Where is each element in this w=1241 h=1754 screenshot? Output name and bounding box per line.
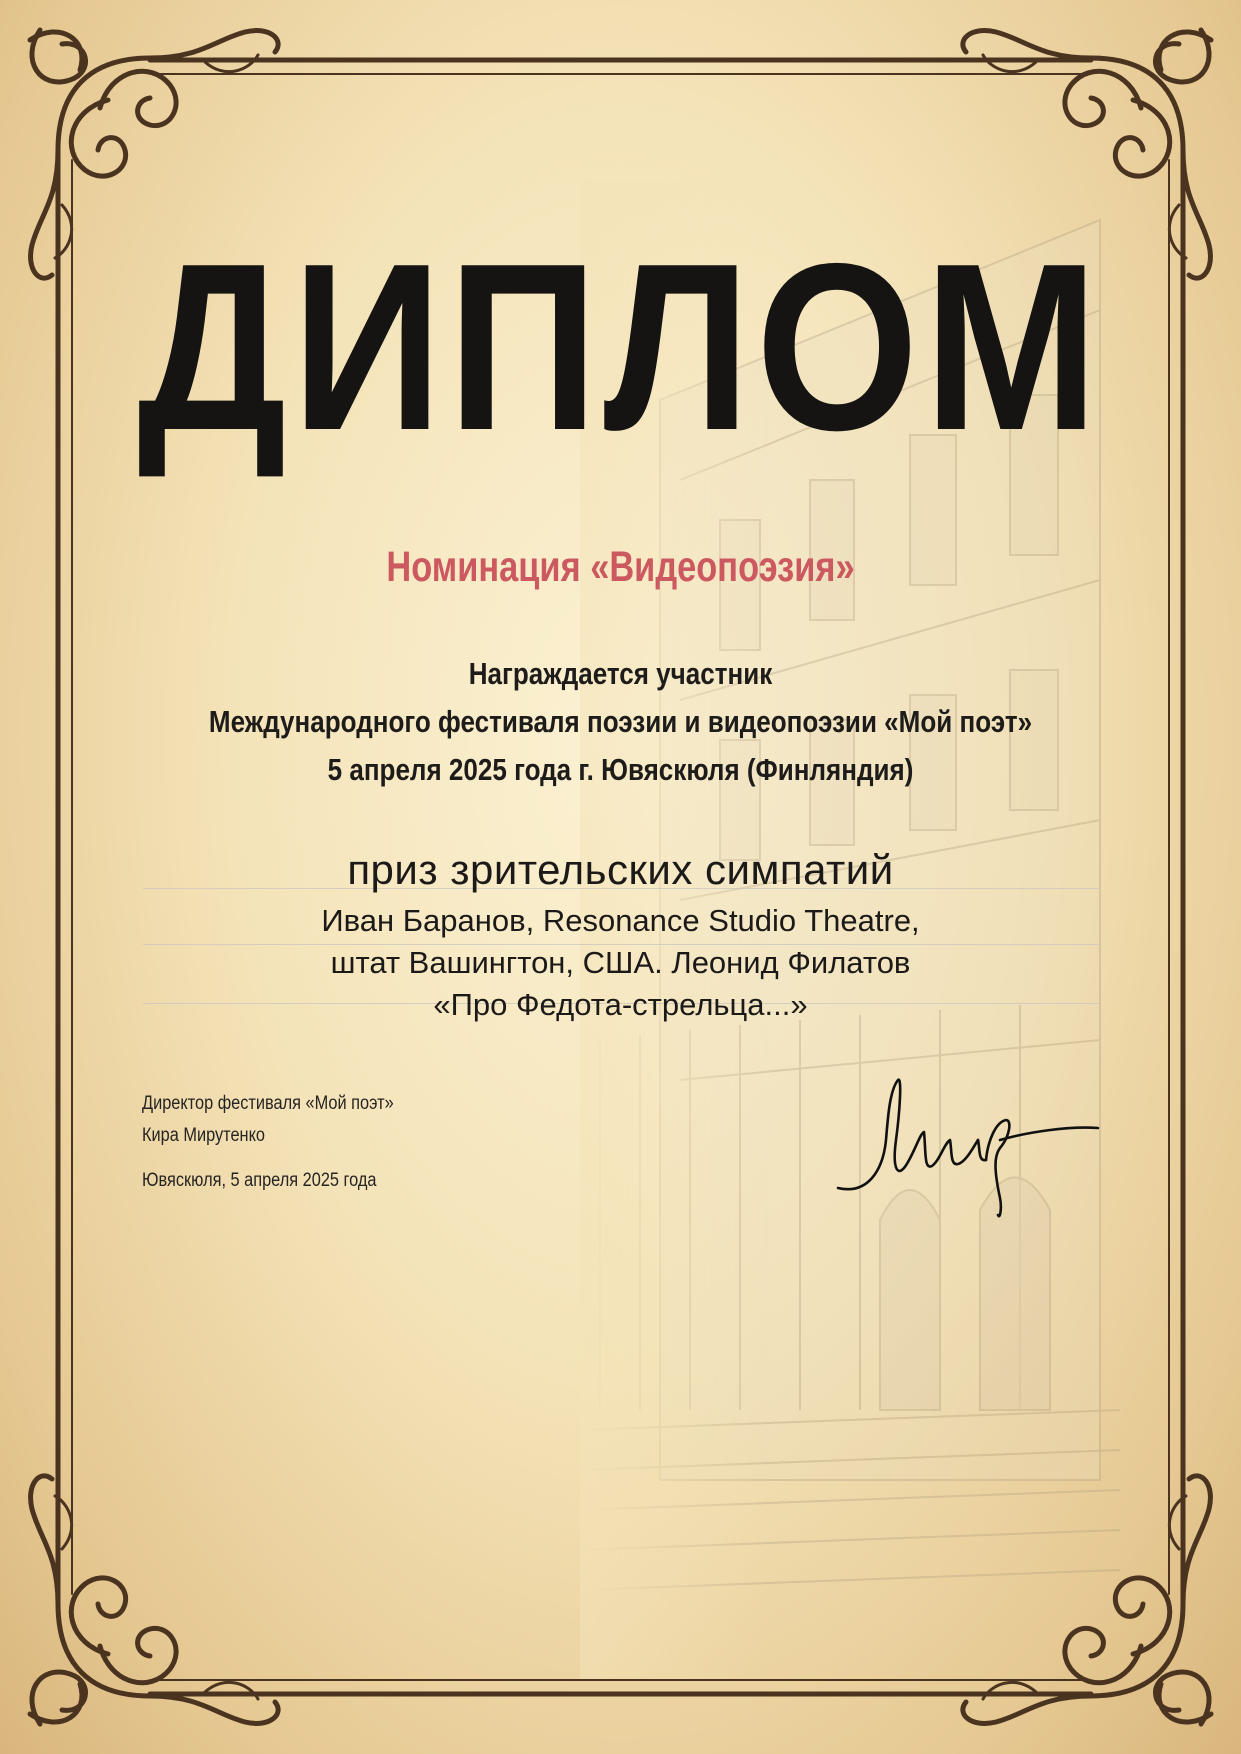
winner-details (0, 900, 1241, 1026)
date-location-line: 5 апреля 2025 года г. Ювяскюля (Финляндия) (327, 752, 914, 787)
winner-location-line: штат Вашингтон, США. Леонид Филатов (330, 945, 911, 980)
winner-name-line: Иван Баранов, Resonance Studio Theatre, (321, 903, 920, 938)
director-name: Кира Мирутенко (142, 1125, 266, 1146)
director-title: Директор фестиваля «Мой поэт» (142, 1093, 394, 1114)
award-statement (99, 650, 1141, 794)
diploma-title: ДИПЛОМ (137, 215, 1104, 480)
award-line: Награждается участник (468, 656, 773, 691)
nomination-heading: Номинация «Видеопоэзия» (386, 543, 855, 591)
work-title-line: «Про Федота-стрельца...» (433, 987, 808, 1022)
director-block (142, 1088, 394, 1152)
place-and-date: Ювяскюля, 5 апреля 2025 года (142, 1170, 377, 1191)
festival-name-line: Международного фестиваля поэзии и видеопоэзии «Мой поэт» (208, 704, 1033, 739)
prize-name: приз зрительских симпатий (347, 846, 894, 893)
signature-icon (828, 1070, 1103, 1220)
